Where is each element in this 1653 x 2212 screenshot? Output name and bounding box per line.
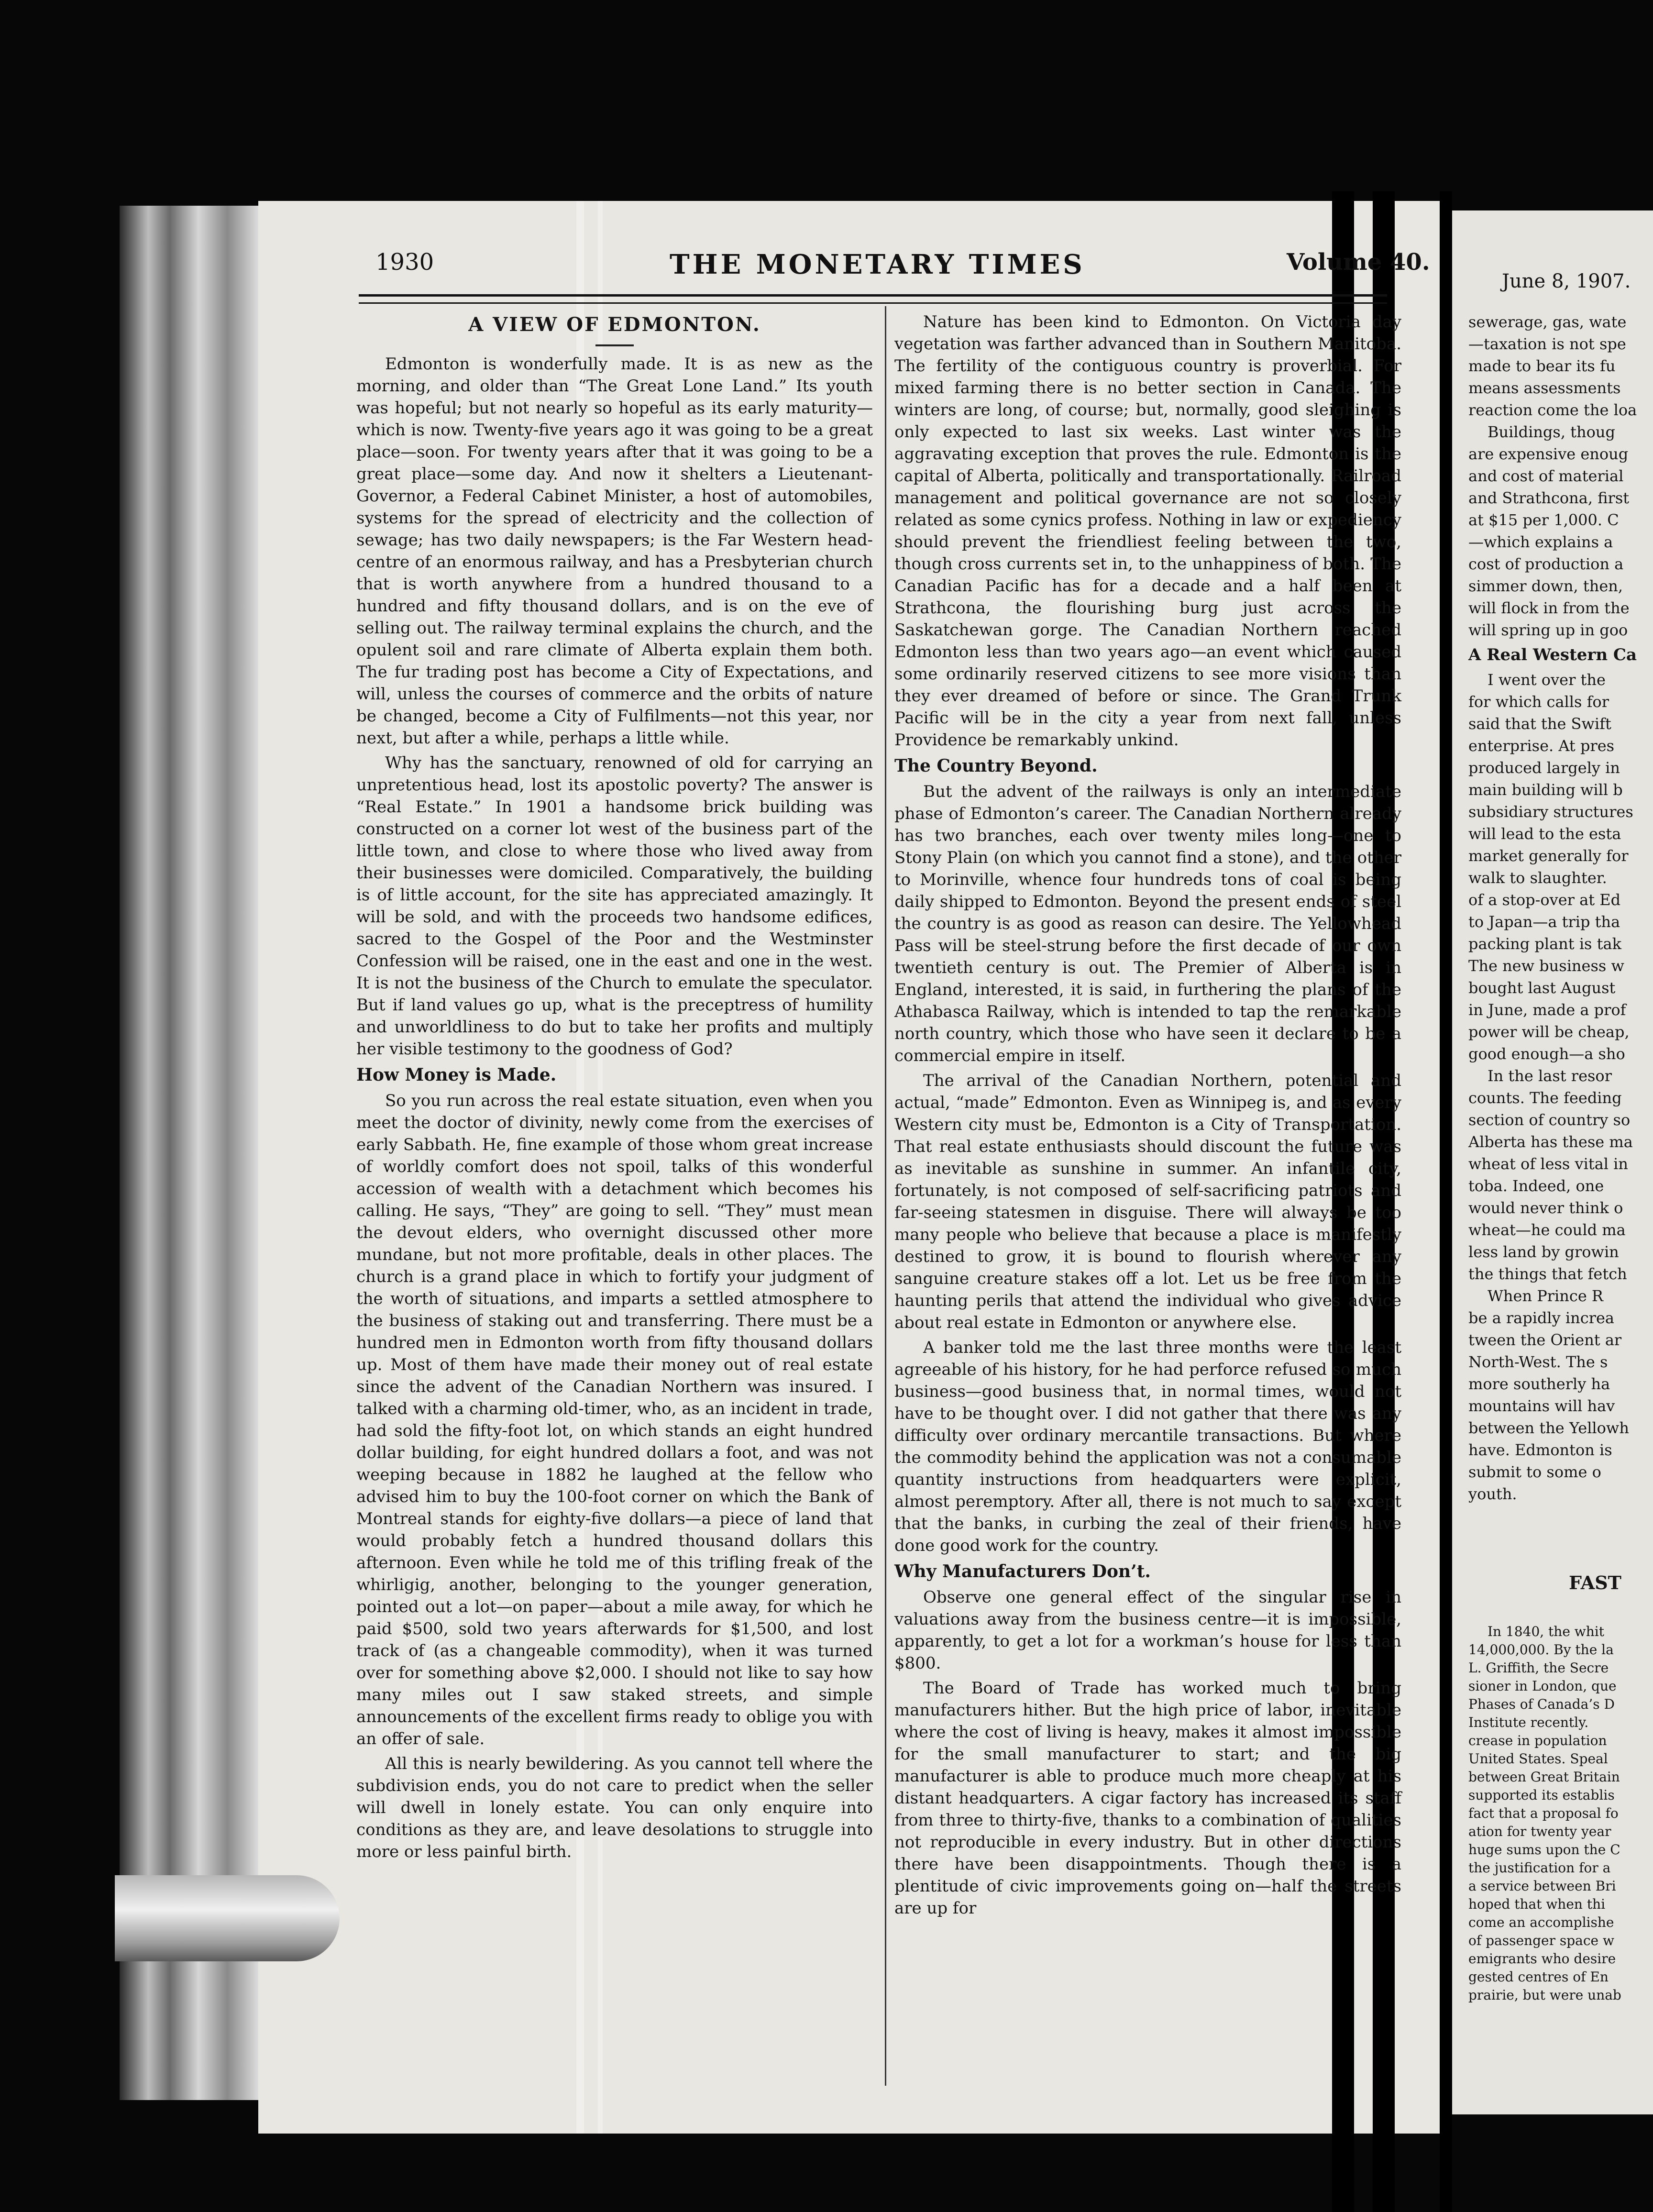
right-text-block (1468, 311, 1650, 421)
right-text-line: market generally for (1468, 847, 1629, 865)
right-text-line: to Japan—a trip tha (1468, 913, 1620, 931)
right-text-line: produced largely in (1468, 759, 1620, 777)
fast-heading: FAST (1569, 1572, 1621, 1593)
right-text-line: When Prince R (1488, 1287, 1604, 1305)
right-text-line: gested centres of En (1468, 1969, 1609, 1985)
right-text-line: of a stop-over at Ed (1468, 891, 1621, 909)
right-text-line: counts. The feeding (1468, 1089, 1622, 1107)
right-text-line: prairie, but were unab (1468, 1987, 1621, 2003)
right-text-line: for which calls for (1468, 693, 1609, 711)
page-clip (115, 1875, 340, 1961)
right-text-line: will lead to the esta (1468, 825, 1621, 843)
right-text-line: sioner in London, que (1468, 1678, 1617, 1694)
right-text-line: Alberta has these ma (1468, 1133, 1633, 1151)
right-text-line: toba. Indeed, one (1468, 1177, 1604, 1195)
paragraph: All this is nearly bewildering. As you cannot tell where the subdivision ends, you do not care to predict when the seller will dwell in lonely estate. You can only enquire into conditions as they are, and leave desolations to struggle into more or less painful birth. (356, 1754, 873, 1861)
paragraph: Observe one general effect of the singular rise in valuations away from the business centre—it is impossible, apparently, to get a lot for a workman’s house for less than $800. (894, 1588, 1401, 1673)
paragraph: The Board of Trade has worked much to bring manufacturers hither. But the high price of labor, inevitable where the cost of living is heavy, makes it almost impossible for the small manufacturer to start; and the big manufacturer is able to produce much more cheaply at his distant headquarters. A cigar factory has increased its staff from three to thirty-five, thanks to a combination of qualities not reproducible in every industry. But in other directions there have been disappointments. Though there is a plentitude of civic improvements going on—half the streets are up for (894, 1679, 1401, 1918)
paragraph: Why has the sanctuary, renowned of old for carrying an unpretentious head, lost its apostolic poverty? The answer is “Real Estate.” In 1901 a handsome brick building was constructed on a corner lot west of the business part of the little town, and close to where those who lived away from their businesses were domiciled. Comparatively, the building is of little account, for the site has appreciated amazingly. It will be sold, and with the proceeds two handsome edifices, sacred to the Gospel of the Poor and the Westminster Confession will be raised, one in the east and one in the west. It is not the business of the Church to emulate the speculator. But if land values go up, what is the preceptress of humility and unworldliness to do but to take her profits and multiply her visible testimony to the goodness of God? (356, 753, 873, 1059)
right-text-line: will spring up in goo (1468, 621, 1628, 639)
paragraph: The arrival of the Canadian Northern, potential and actual, “made” Edmonton. Even as Winnipeg is, and as every Western city must be, Edmonton is a City of Transportation. That real estate enthusiasts should discount the future was as inevitable as sunshine in summer. An infantile city, fortunately, is not composed of self-sacrificing patriots and far-seeing statesmen in disguise. There will always be too many people who believe that because a place is manifestly destined to grow, it is bound to flourish wherever any sanguine creature stakes off a lot. Let us be free from the haunting perils that attend the individual who gives advice about real estate in Edmonton or anywhere else. (894, 1071, 1401, 1332)
header-rule (359, 294, 1387, 304)
section-heading-money: How Money is Made. (356, 1065, 557, 1085)
right-text-line: sewerage, gas, wate (1468, 313, 1627, 331)
right-text-line: Institute recently. (1468, 1714, 1589, 1730)
right-text-line: and Strathcona, first (1468, 489, 1630, 507)
right-text-line: fact that a proposal fo (1468, 1805, 1619, 1821)
right-text-line: a service between Bri (1468, 1878, 1616, 1894)
right-text-line: —which explains a (1468, 533, 1613, 551)
right-text-line: wheat of less vital in (1468, 1155, 1629, 1173)
right-text-line: wheat—he could ma (1468, 1221, 1626, 1239)
right-text-line: emigrants who desire (1468, 1951, 1616, 1967)
right-text-line: the justification for a (1468, 1860, 1611, 1876)
right-text-line: supported its establis (1468, 1787, 1615, 1803)
right-text-block (1468, 1623, 1650, 2004)
right-text-line: be a rapidly increa (1468, 1309, 1614, 1327)
right-text-line: I went over the (1488, 671, 1606, 689)
right-text-line: more southerly ha (1468, 1375, 1610, 1393)
right-text-line: bought last August (1468, 979, 1616, 997)
right-text-line: In 1840, the whit (1488, 1624, 1605, 1639)
paragraph: A banker told me the last three months were the least agreeable of his history, for he had perforce refused so much business—good business that, in normal times, would not have to be thought over. I did not gather that there was any difficulty over ordinary mercantile transactions. But where the commodity behind the application was not a consumable quantity instructions from headquarters were explicit, almost peremptory. After all, there is not much to say except that the banks, in curbing the zeal of their friends, have done good work for the country. (894, 1338, 1401, 1555)
right-text-line: 14,000,000. By the la (1468, 1642, 1614, 1658)
right-text-line: The new business w (1468, 957, 1624, 975)
page-gutter (1440, 191, 1452, 2212)
right-text-line: huge sums upon the C (1468, 1842, 1620, 1858)
right-text-line: section of country so (1468, 1111, 1631, 1129)
right-text-block (1468, 1285, 1650, 1505)
right-text-line: In the last resor (1488, 1067, 1612, 1085)
right-text-line: of passenger space w (1468, 1933, 1614, 1948)
right-text-line: good enough—a sho (1468, 1045, 1625, 1063)
right-text-line: crease in population (1468, 1733, 1607, 1748)
right-text-line: North-West. The s (1468, 1353, 1608, 1371)
right-text-line: the things that fetch (1468, 1265, 1627, 1283)
paragraph: But the advent of the railways is only an intermediate phase of Edmonton’s career. The Canadian Northern already has two branches, each over twenty miles long—one to Stony Plain (on which you cannot find a stone), and the other to Morinville, whence four hundreds tons of coal is being daily shipped to Edmonton. Beyond the present ends of steel the country is as good as reason can desire. The Yellowhead Pass will be steel-strung before the first decade of our own twentieth century is out. The Premier of Alberta is in England, interested, it is said, in furthering the plans of the Athabasca Railway, which is intended to tap the remarkable north country, which those who have seen it declare to be a commercial empire in itself. (894, 782, 1401, 1065)
right-text-line: between the Yellowh (1468, 1419, 1629, 1437)
right-text-line: simmer down, then, (1468, 577, 1623, 595)
right-text-line: L. Griffith, the Secre (1468, 1660, 1609, 1676)
right-text-block (1468, 1065, 1650, 1285)
right-text-line: walk to slaughter. (1468, 869, 1607, 887)
right-text-line: United States. Speal (1468, 1751, 1608, 1767)
right-heading: A Real Western Ca (1468, 645, 1637, 664)
right-page-column (1468, 311, 1650, 2004)
right-text-block (1468, 421, 1650, 641)
section-heading-manufacturers: Why Manufacturers Don’t. (894, 1561, 1151, 1582)
right-text-line: youth. (1468, 1485, 1517, 1503)
right-text-line: between Great Britain (1468, 1769, 1620, 1785)
right-text-line: would never think o (1468, 1199, 1623, 1217)
right-text-line: packing plant is tak (1468, 935, 1621, 953)
book-page-edges (120, 206, 263, 2100)
volume-label: Volume 40. (1287, 249, 1430, 276)
column-divider (885, 306, 886, 2086)
right-text-block (1468, 669, 1650, 1065)
right-text-line: are expensive enoug (1468, 445, 1629, 463)
right-text-line: tween the Orient ar (1468, 1331, 1622, 1349)
article-title: A VIEW OF EDMONTON. (468, 313, 761, 336)
right-text-line: hoped that when thi (1468, 1896, 1606, 1912)
column-2 (894, 311, 1401, 1922)
right-text-line: ation for twenty year (1468, 1824, 1611, 1839)
column-1 (356, 311, 873, 1866)
paragraph: Edmonton is wonderfully made. It is as new as the morning, and older than “The Great Lone Land.” Its youth was hopeful; but not nearly so hopeful as its early maturity—which is now. Twenty-five years ago it was going to be a great place—soon. For twenty years after that it was going to be a great place—some day. And now it shelters a Lieutenant-Governor, a Federal Cabinet Minister, a host of automobiles, systems for the spread of electricity and the collection of sewage; has two daily newspapers; is the Far Western head-centre of an enormous railway, and has a Presbyterian church that is worth anywhere from a hundred thousand to a hundred and fifty thousand dollars, and is on the eve of selling out. The railway terminal explains the church, and the opulent soil and rare climate of Alberta explain them both. The fur trading post has become a City of Expectations, and will, unless the courses of commerce and the orbits of nature be changed, become a City of Fulfilments—not this year, nor next, but after a while, perhaps a little while. (356, 354, 873, 748)
right-text-line: mountains will hav (1468, 1397, 1615, 1415)
masthead-title: THE MONETARY TIMES (670, 249, 1085, 280)
right-text-line: and cost of material (1468, 467, 1624, 485)
right-text-line: cost of production a (1468, 555, 1624, 573)
right-text-line: Phases of Canada’s D (1468, 1696, 1615, 1712)
right-text-line: in June, made a prof (1468, 1001, 1626, 1019)
right-text-line: enterprise. At pres (1468, 737, 1615, 755)
right-text-line: less land by growin (1468, 1243, 1619, 1261)
right-text-line: subsidiary structures (1468, 803, 1633, 821)
right-text-line: Buildings, thoug (1488, 423, 1615, 441)
right-text-line: come an accomplishe (1468, 1914, 1614, 1930)
right-text-line: submit to some o (1468, 1463, 1601, 1481)
right-text-line: power will be cheap, (1468, 1023, 1630, 1041)
right-text-line: —taxation is not spe (1468, 335, 1626, 353)
right-text-line: reaction come the loa (1468, 401, 1637, 419)
right-text-line: at $15 per 1,000. C (1468, 511, 1619, 529)
right-text-line: said that the Swift (1468, 715, 1611, 733)
right-text-line: made to bear its fu (1468, 357, 1616, 375)
right-page-date: June 8, 1907. (1502, 270, 1631, 292)
right-text-line: have. Edmonton is (1468, 1441, 1612, 1459)
right-text-line: main building will b (1468, 781, 1623, 799)
right-text-line: means assessments (1468, 379, 1621, 397)
paragraph: So you run across the real estate situation, even when you meet the doctor of divinity, newly come from the exercises of early Sabbath. He, fine example of those whom great increase of worldly comfort does not spoil, talks of this wonderful accession of wealth with a detachment which becomes his calling. He says, “They” are going to sell. “They” must mean the devout elders, who overnight discussed other more mundane, but not more profitable, deals in other places. The church is a grand place in which to fortify your judgment of the worth of situations, and imparts a settled atmosphere to the business of staking out and transferring. There must be a hundred men in Edmonton worth from fifty thousand dollars up. Most of them have made their money out of real estate since the advent of the Canadian Northern was insured. I talked with a charming old-timer, who, as an incident in trade, had sold the fifty-foot lot, on which stands an eight hundred dollar building, for eight hundred dollars a foot, and was not weeping because in 1882 he laughed at the fellow who advised him to buy the 100-foot corner on which the Bank of Montreal stands for eighty-five dollars—a piece of land that would probably fetch a hundred thousand dollars this afternoon. Even while he told me of this trifling freak of the whirligig, another, belonging to the younger generation, pointed out a lot—on paper—about a mile away, for which he paid $500, sold two years afterwards for $1,500, and lost track of (as a changeable commodity), when it was turned over for something above $2,000. I should not like to say how many miles out I saw staked streets, and simple announcements of the excellent firms ready to oblige you with an offer of sale. (356, 1091, 873, 1748)
page-number: 1930 (375, 249, 434, 276)
right-text-line: will flock in from the (1468, 599, 1630, 617)
title-dash (595, 344, 634, 346)
section-heading-country: The Country Beyond. (894, 756, 1098, 776)
paragraph: Nature has been kind to Edmonton. On Victoria day vegetation was farther advanced than in Southern Manitoba. The fertility of the contiguous country is proverbial. For mixed farming there is no better section in Canada. The winters are long, of course; but, normally, good sleighing is only expected to last six weeks. Last winter was the aggravating exception that proves the rule. Edmonton is the capital of Alberta, politically and transportationally. Railroad management and political governance are not so closely related as some cynics profess. Nothing in law or expediency should prevent the friendliest feeling between the two, though cross currents set in, to the unhappiness of both. The Canadian Pacific has for a decade and a half been at Strathcona, the flourishing burg just across the Saskatchewan gorge. The Canadian Northern reached Edmonton less than two years ago—an event which caused some ordinarily reserved citizens to see more visions than they ever dreamed of before or since. The Grand Trunk Pacific will be in the city a year from next fall, unless Providence be remarkably unkind. (894, 312, 1401, 750)
